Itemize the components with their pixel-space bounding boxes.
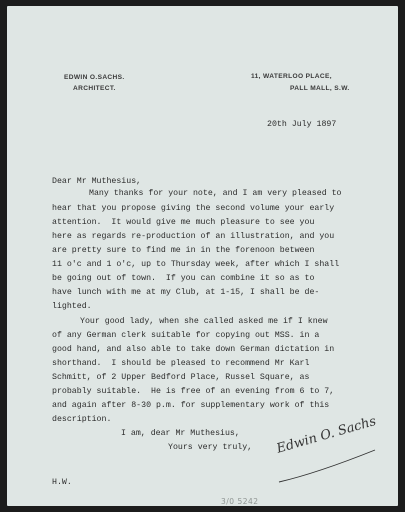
- letter-date: 20th July 1897: [267, 120, 337, 129]
- body-line: of any German clerk suitable for copying out MSS. in a: [52, 331, 320, 340]
- body-line: probably suitable. He is free of an evening from 6 to 7,: [52, 387, 335, 396]
- body-line: Schmitt, of 2 Upper Bedford Place, Russel Square, as: [52, 373, 310, 382]
- body-line: shorthand. I should be pleased to recommend Mr Karl: [52, 359, 310, 368]
- body-line: and again after 8-30 p.m. for supplementary work of this: [52, 401, 330, 410]
- body-line: are pretty sure to find me in in the forenoon between: [52, 246, 315, 255]
- body-line: lighted.: [52, 302, 92, 311]
- letterhead-title: ARCHITECT.: [73, 85, 116, 92]
- body-line: Many thanks for your note, and I am very pleased to: [89, 189, 342, 198]
- letterhead-name: EDWIN O.SACHS.: [64, 74, 125, 81]
- signature-flourish: [275, 446, 385, 486]
- body-line: have lunch with me at my Club, at 1-15, I shall be de-: [52, 288, 320, 297]
- salutation: Dear Mr Muthesius,: [52, 177, 142, 186]
- body-line: description.: [52, 415, 112, 424]
- initials: H.W.: [52, 478, 72, 487]
- body-line: Your good lady, when she called asked me if I knew: [80, 317, 328, 326]
- body-line: be going out of town. If you can combine it so as to: [52, 274, 315, 283]
- body-line: 11 o'c and 1 o'c, up to Thursday week, after which I shall: [52, 260, 340, 269]
- pencil-note: 3/0 5242: [221, 497, 259, 506]
- closing-line: Yours very truly,: [168, 443, 253, 452]
- closing-line: I am, dear Mr Muthesius,: [121, 429, 240, 438]
- body-line: hear that you propose giving the second volume your early: [52, 204, 335, 213]
- letterhead-address-line2: PALL MALL, S.W.: [290, 85, 350, 92]
- body-line: attention. It would give me much pleasure to see you: [52, 218, 315, 227]
- body-line: here as regards re-production of an illustration, and you: [52, 232, 335, 241]
- handwritten-signature: Edwin O. Sachs: [274, 413, 378, 457]
- letter-sheet: [7, 6, 398, 506]
- letterhead-address-line1: 11, WATERLOO PLACE,: [251, 73, 332, 80]
- body-line: good hand, and also able to take down German dictation in: [52, 345, 335, 354]
